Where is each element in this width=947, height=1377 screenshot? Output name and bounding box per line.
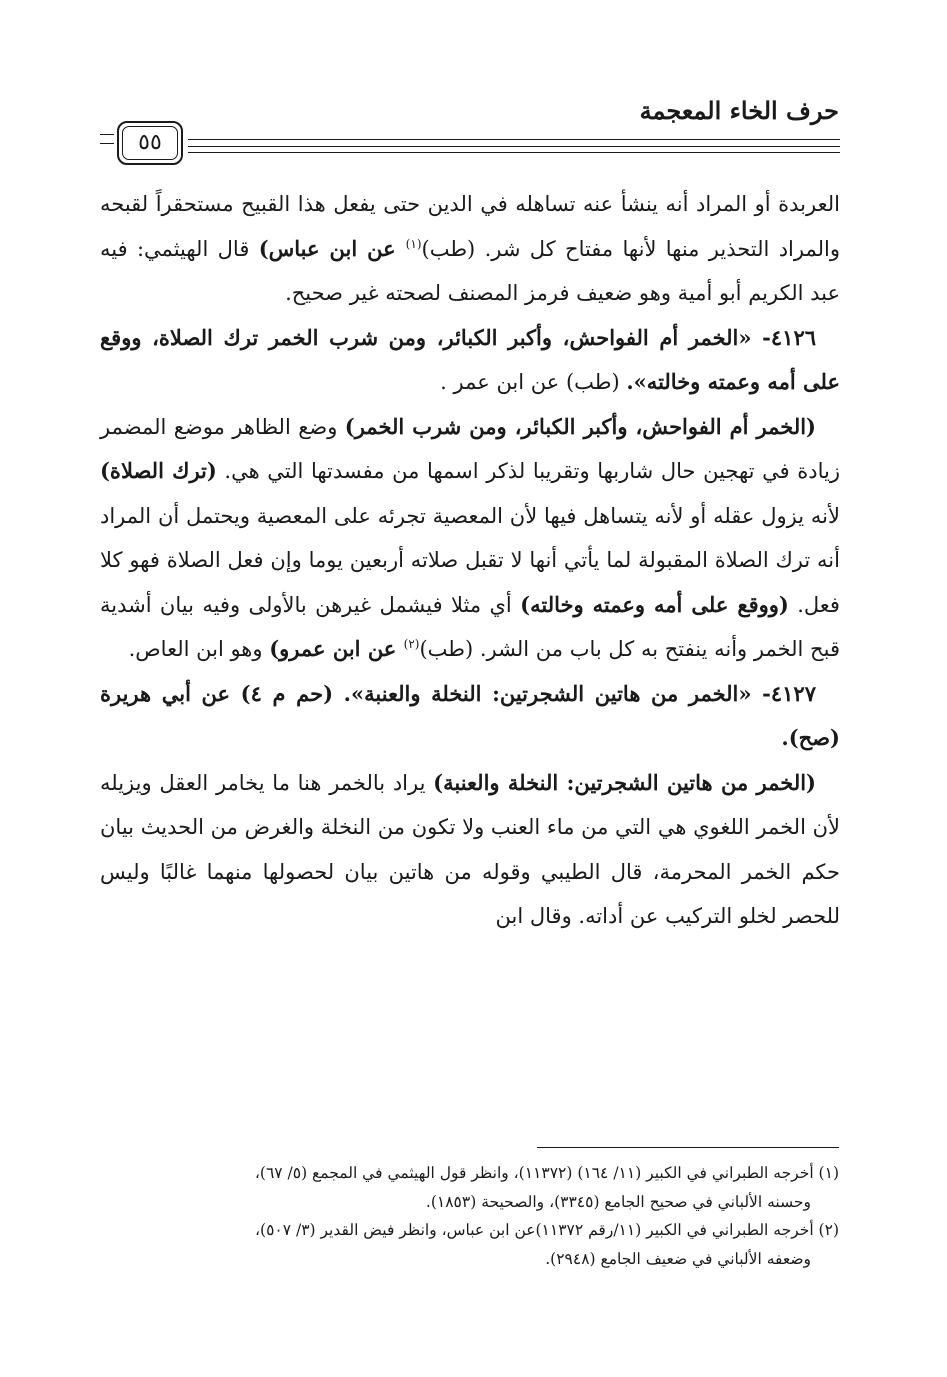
- footnote-ref: (٢): [403, 637, 420, 651]
- source-narrator: عن ابن عباس): [258, 235, 406, 261]
- commentary-text: أي مثلا فيشمل غيرهن بالأولى وفيه بيان أشدية قبح الخمر وأنه ينفتح به كل باب من الشر. (طب): [100, 592, 840, 661]
- commentary-text: يراد بالخمر هنا ما يخامر العقل ويزيله لأن الخمر اللغوي هي التي من ماء العنب ولا تكون من النخلة والغرض من الحديث بيان حكم الخمر المحرمة، قال الطيبي وقوله من هاتين بيان لحصولها منهما غالبًا وليس للحصر لخلو التركيب عن أداته. وقال ابن: [100, 770, 840, 928]
- commentary-4126: [100, 405, 840, 672]
- commentary-text: لأنه يزول عقله أو لأنه يتساهل فيها لأن المعصية تجرئه على المعصية ويحتمل أن المراد أنه ترك الصلاة المقبولة لما يأتي أنها لا تقبل صلاته أربعين يوما وإن فعل الصلاة فهو كلا فعل.: [100, 503, 840, 617]
- quoted-phrase: (الخمر من هاتين الشجرتين: النخلة والعنبة): [433, 769, 816, 795]
- footnote-line: وحسنه الألباني في صحيح الجامع (٣٣٤٥)، والصحيحة (١٨٥٣).: [425, 1192, 811, 1211]
- main-text: [100, 182, 840, 939]
- text-fragment: قال: [217, 236, 259, 261]
- footnote-line: (٢) أخرجه الطبراني في الكبير (١١/رقم ١١٣٧٢)عن ابن عباس، وانظر فيض القدير (٣/ ٥٠٧)،: [255, 1221, 839, 1239]
- text-line: العربدة أو المراد أنه ينشأ عنه تساهله في الدين حتى يفعل هذا القبيح مستحقراً: [155, 192, 840, 216]
- footnote-1: [100, 1159, 839, 1188]
- footnote-2-cont: [100, 1245, 839, 1274]
- footnote-line: (١) أخرجه الطبراني في الكبير (١١/ ١٦٤) (١١٣٧٢)، وانظر قول الهيثمي في المجمع (٥/ ٦٧)،: [254, 1164, 839, 1182]
- hadith-4127: [100, 672, 840, 761]
- header-rule: [188, 152, 840, 153]
- hadith-source: (طب) عن ابن عمر .: [440, 370, 627, 394]
- page-number-frame: [117, 121, 183, 165]
- hadith-4126: [100, 316, 840, 405]
- footnote-ref: (١): [405, 236, 422, 251]
- footnote-1-cont: [100, 1188, 839, 1217]
- hadith-number: ٤١٢٦-: [751, 324, 817, 350]
- commentary-paragraph: [100, 182, 840, 316]
- header-rule: [188, 146, 840, 147]
- quoted-phrase: (ترك الصلاة): [100, 458, 217, 483]
- commentary-text: وهو ابن العاص.: [128, 637, 270, 661]
- hadith-text: «الخمر أم الفواحش، وأكبر الكبائر، ومن شرب الخمر ترك الصلاة، ووقع على أمه وعمته وخالته».: [100, 324, 840, 394]
- text-line: لقبحه والمراد التحذير منها لأنها مفتاح كل شر. (طب): [100, 192, 840, 261]
- commentary-4127: [100, 761, 840, 939]
- footnote-separator: [537, 1147, 839, 1148]
- footnote-2: [100, 1216, 839, 1245]
- source-narrator: عن ابن عمرو): [269, 636, 404, 661]
- header-rule: [188, 139, 840, 140]
- commentary-text: وضع الظاهر موضع المضمر زيادة في تهجين حال شاربها وتقريبا لذكر اسمها من مفسدتها التي هي.: [100, 414, 840, 483]
- hadith-text: «الخمر من هاتين الشجرتين: النخلة والعنبة».: [343, 680, 752, 706]
- header-ornament: [100, 134, 114, 144]
- hadith-number: ٤١٢٧-: [751, 680, 816, 706]
- running-title: حرف الخاء المعجمة: [639, 96, 839, 125]
- page-number: ٥٥: [138, 130, 162, 155]
- quoted-phrase: (ووقع على أمه وعمته وخالته): [520, 591, 789, 617]
- text-line: الهيثمي: فيه عبد الكريم أبو أمية وهو ضعيف فرمز المصنف لصحته غير صحيح.: [100, 236, 840, 305]
- quoted-phrase: (الخمر أم الفواحش، وأكبر الكبائر، ومن شرب الخمر): [344, 413, 816, 439]
- footnote-line: وضعفه الألباني في ضعيف الجامع (٢٩٤٨).: [545, 1249, 811, 1268]
- hadith-source: (حم م ٤) عن أبي هريرة (صح).: [100, 680, 840, 750]
- footnotes: [100, 1159, 839, 1273]
